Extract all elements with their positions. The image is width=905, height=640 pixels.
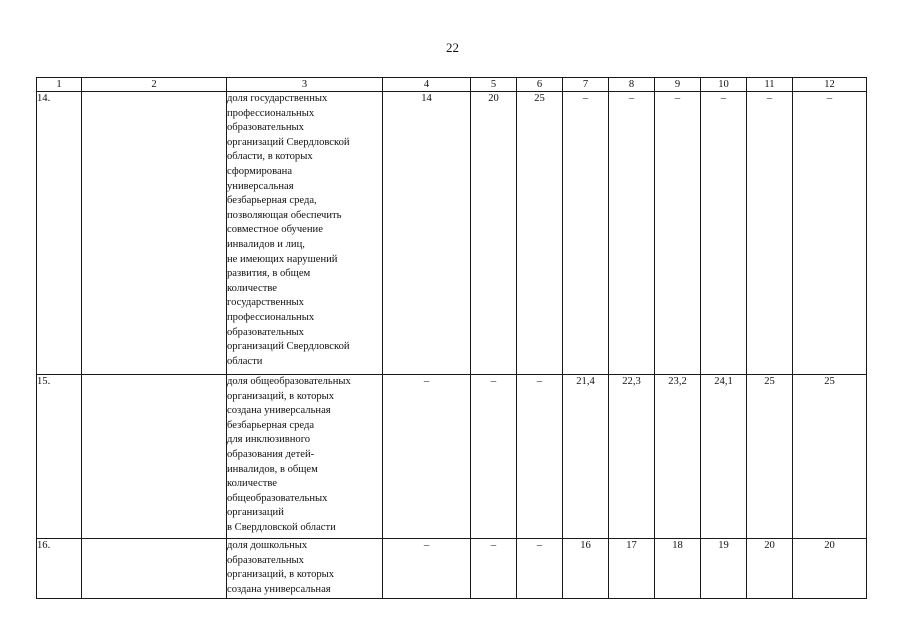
description-line: образования детей- [227,448,315,460]
value-cell: 21,4 [563,375,609,539]
description-line: образовательных [227,122,304,134]
indicator-table [36,77,867,599]
empty-cell [82,539,227,599]
value-cell: 19 [701,539,747,599]
table-row [37,375,867,539]
description-line: образовательных [227,554,304,566]
value-cell: – [655,92,701,375]
column-header: 12 [793,78,867,92]
empty-cell [82,375,227,539]
value-cell: 20 [747,539,793,599]
description-line: создана универсальная [227,405,331,417]
value-cell: 25 [517,92,563,375]
description-line: профессиональных [227,107,315,119]
value-cell: 16 [563,539,609,599]
description-line: безбарьерная среда, [227,195,317,207]
column-header: 1 [37,78,82,92]
value-cell: – [471,375,517,539]
description-line: безбарьерная среда [227,419,315,431]
description-line: доля дошкольных [227,540,308,551]
description-line: количестве [227,478,277,490]
value-cell: – [609,92,655,375]
value-cell: 18 [655,539,701,599]
description-line: доля общеобразовательных [227,376,351,387]
column-header: 7 [563,78,609,92]
page-number: 22 [446,40,459,55]
table-body [37,92,867,599]
description-line: области, в которых [227,151,313,163]
description-line: универсальная [227,180,294,192]
table-row [37,539,867,599]
value-cell: 17 [609,539,655,599]
value-cell: 24,1 [701,375,747,539]
column-header: 6 [517,78,563,92]
column-header: 2 [82,78,227,92]
column-header: 11 [747,78,793,92]
description-line: организаций [227,507,284,519]
description-line: инвалидов и лиц, [227,238,305,250]
value-cell: – [471,539,517,599]
description-line: организаций, в которых [227,390,335,402]
description-line: области [227,355,263,367]
row-number: 15. [37,375,82,539]
column-header: 4 [383,78,471,92]
description-line: развития, в общем [227,268,311,280]
value-cell: 14 [383,92,471,375]
description-line: образовательных [227,326,304,338]
description-line: общеобразовательных [227,492,328,504]
value-cell: 22,3 [609,375,655,539]
value-cell: 20 [471,92,517,375]
indicator-description [227,375,383,539]
description-line: государственных [227,297,304,309]
value-cell: – [563,92,609,375]
description-line: организаций Свердловской [227,136,350,148]
column-header: 5 [471,78,517,92]
column-header: 10 [701,78,747,92]
description-line: организаций Свердловской [227,341,350,353]
description-line: для инклюзивного [227,434,311,446]
description-line: сформирована [227,165,293,177]
row-number: 16. [37,539,82,599]
value-cell: – [701,92,747,375]
value-cell: 25 [793,375,867,539]
table-header [37,78,867,92]
description-line: профессиональных [227,311,315,323]
description-line: создана универсальная [227,583,331,595]
value-cell: – [383,539,471,599]
description-line: совместное обучение [227,224,323,236]
indicator-description [227,92,383,375]
description-line: организаций, в которых [227,569,335,581]
column-header: 9 [655,78,701,92]
column-header: 3 [227,78,383,92]
description-line: не имеющих нарушений [227,253,338,265]
empty-cell [82,92,227,375]
description-line: позволяющая обеспечить [227,209,342,221]
value-cell: 25 [747,375,793,539]
column-header: 8 [609,78,655,92]
value-cell: – [517,375,563,539]
table-row [37,92,867,375]
value-cell: – [747,92,793,375]
description-line: инвалидов, в общем [227,463,318,475]
description-line: в Свердловской области [227,521,336,533]
indicator-description [227,539,383,599]
description-line: доля государственных [227,93,328,104]
row-number: 14. [37,92,82,375]
value-cell: – [793,92,867,375]
header-row [37,78,867,92]
value-cell: 23,2 [655,375,701,539]
value-cell: – [517,539,563,599]
description-line: количестве [227,282,277,294]
value-cell: – [383,375,471,539]
value-cell: 20 [793,539,867,599]
